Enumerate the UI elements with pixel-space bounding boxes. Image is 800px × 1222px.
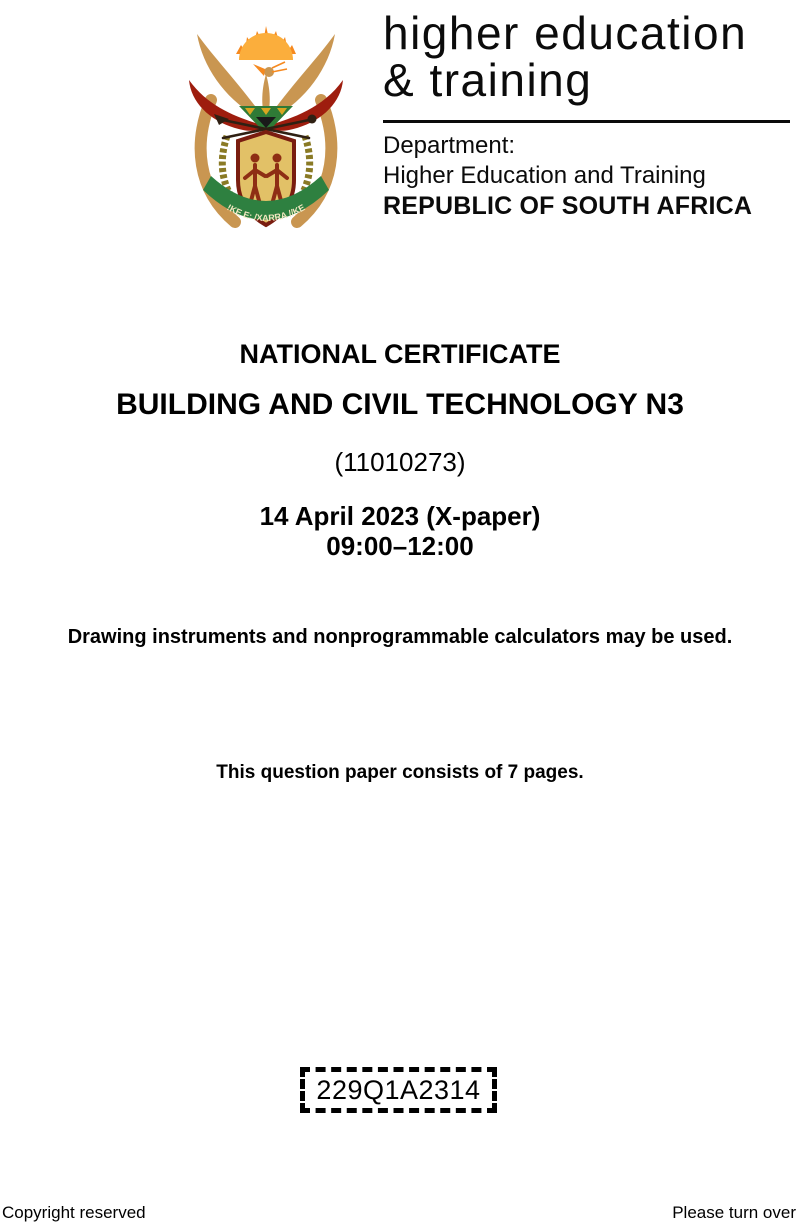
exam-number: 229Q1A2314 xyxy=(316,1074,481,1105)
department-label: Department: xyxy=(383,132,516,159)
exam-date: 14 April 2023 (X-paper) xyxy=(259,501,541,531)
figure-head-right xyxy=(273,154,282,163)
copyright-notice: Copyright reserved xyxy=(2,1203,146,1222)
exam-number-box xyxy=(300,1067,497,1113)
logo-wordmark-line1: higher education xyxy=(383,7,748,59)
logo-divider-rule xyxy=(383,120,790,123)
logo-wordmark-line2: & training xyxy=(383,54,593,106)
country-name: REPUBLIC OF SOUTH AFRICA xyxy=(383,192,753,220)
paper-code: (11010273) xyxy=(334,447,466,477)
certificate-title: NATIONAL CERTIFICATE xyxy=(239,339,561,369)
turn-over-notice: Please turn over xyxy=(672,1203,796,1222)
club-knob xyxy=(308,115,317,124)
figure-head-left xyxy=(251,154,260,163)
exam-time: 09:00–12:00 xyxy=(326,531,474,561)
bird-crest xyxy=(272,62,287,72)
instruments-note: Drawing instruments and nonprogrammable calculators may be used. xyxy=(67,626,733,648)
subject-title: BUILDING AND CIVIL TECHNOLOGY N3 xyxy=(116,388,684,421)
emblem-motto: !KE E: /XARRA //KE xyxy=(225,202,307,224)
south-africa-coat-of-arms-icon xyxy=(181,18,351,246)
pages-note: This question paper consists of 7 pages. xyxy=(216,762,584,783)
department-block xyxy=(383,131,795,221)
department-name: Higher Education and Training xyxy=(383,162,706,189)
sun-disc xyxy=(239,33,293,60)
bird-beak xyxy=(253,64,265,76)
dhet-logo-text xyxy=(383,7,795,106)
